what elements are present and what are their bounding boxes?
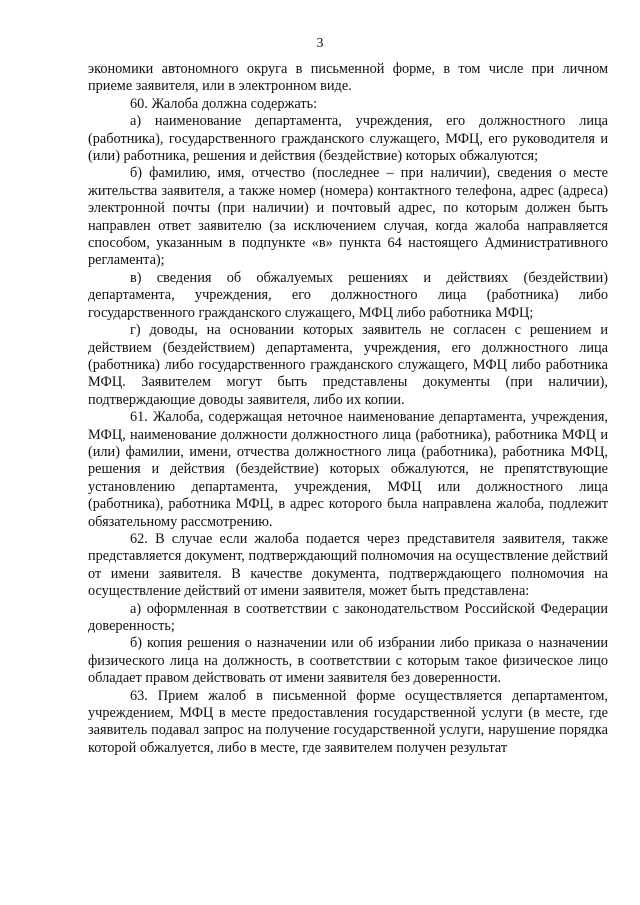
paragraph-61: 61. Жалоба, содержащая неточное наименование департамента, учреждения, МФЦ, наименование должности должностного лица (работника), работника МФЦ и (или) фамилии, имени, отчества должностного лица (работника), работника МФЦ, решения и действия (бездействие) которых обжалуются, не препятствующие установлению департамента, учреждения, МФЦ или должностного лица (работника), работника МФЦ, в адрес которого была направлена жалоба, подлежит обязательному рассмотрению.: [88, 409, 608, 530]
document-body: [88, 61, 608, 757]
paragraph-62: 62. В случае если жалоба подается через представителя заявителя, также представляется документ, подтверждающий полномочия на осуществление действий от имени заявителя. В качестве документа, подтверждающего полномочия на осуществление действий от имени заявителя, может быть представлена:: [88, 530, 608, 600]
page-number: 3: [316, 36, 324, 51]
paragraph-60-b: б) фамилию, имя, отчество (последнее – при наличии), сведения о месте жительства заявителя, а также номер (номера) контактного телефона, адрес (адреса) электронной почты (при наличии) и почтовый адрес, по которым должен быть направлен ответ заявителю (за исключением случая, когда жалоба направляется способом, указанным в подпункте «в» пункта 64 настоящего Административного регламента);: [88, 165, 608, 269]
paragraph-continuation: экономики автономного округа в письменной форме, в том числе при личном приеме заявителя, или в электронном виде.: [88, 61, 608, 95]
paragraph-60-g: г) доводы, на основании которых заявитель не согласен с решением и действием (бездействием) департамента, учреждения, его должностного лица (работника) либо государственного гражданского служащего, МФЦ либо работника МФЦ. Заявителем могут быть представлены документы (при наличии), подтверждающие доводы заявителя, либо их копии.: [88, 322, 608, 408]
paragraph-60-a: а) наименование департамента, учреждения, его должностного лица (работника), государственного гражданского служащего, МФЦ, его руководителя и (или) работника, решения и действия (бездействие) которых обжалуются;: [88, 113, 608, 165]
paragraph-63: 63. Прием жалоб в письменной форме осуществляется департаментом, учреждением, МФЦ в месте предоставления государственной услуги (в месте, где заявитель подавал запрос на получение государственной услуги, нарушение порядка которой обжалуется, либо в месте, где заявителем получен результат: [88, 687, 608, 756]
paragraph-60-v: в) сведения об обжалуемых решениях и действиях (бездействии) департамента, учреждения, его должностного лица (работника) либо государственного гражданского служащего, МФЦ либо работника МФЦ;: [88, 269, 608, 321]
paragraph-62-b: б) копия решения о назначении или об избрании либо приказа о назначении физического лица на должность, в соответствии с которым такое физическое лицо обладает правом действовать от имени заявителя без доверенности.: [88, 635, 608, 687]
paragraph-60-heading: 60. Жалоба должна содержать:: [130, 95, 318, 112]
paragraph-62-a: а) оформленная в соответствии с законодательством Российской Федерации доверенность;: [88, 600, 608, 634]
